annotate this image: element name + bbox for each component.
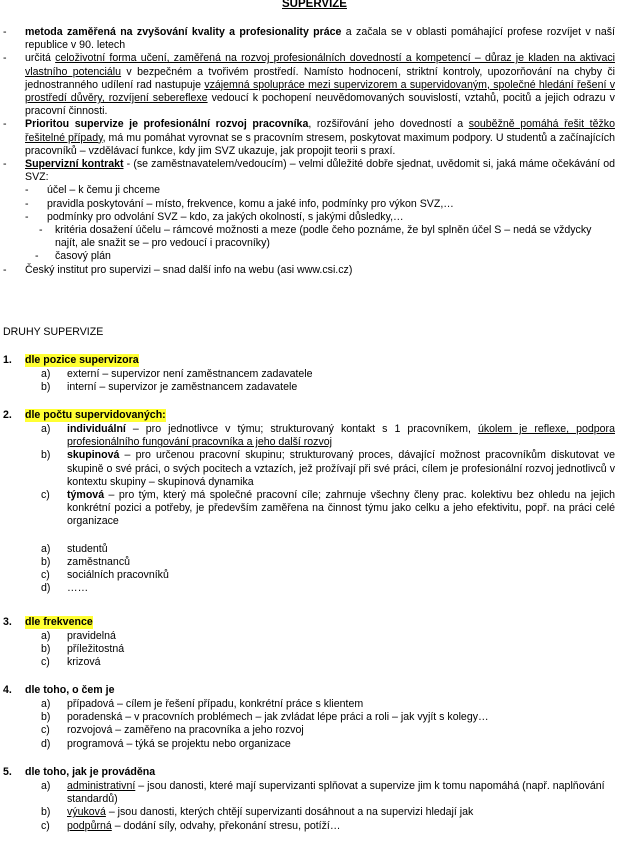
underlined-text: vzájemná spolupráce mezi supervizorem a supervidovaným, společné hledání řešení v prostředí důvěry, rozvíjení sebereflexe [25, 78, 616, 105]
list-item: c) týmová – pro tým, který má společné pracovní cíle; zahrnuje všechny členy prac. kolektivu bez ohledu na jejich konkrétní pozici a potřeby, je především zaměřena na činnost týmu jako celku a jeho efektivitu, popř. na práci celé organizace [41, 489, 615, 528]
intro-item: - určitá celoživotní forma učení, zaměřená na rozvoj profesionálních dovedností a kompetencí – důraz je kladen na aktivaci vlastního potenciálu v bezpečném a tvořivém prostředí. Namísto hodnocení, striktní kontroly, upozorňování na chyby či jednostranného udílení rad nastupuje vzájemná spolupráce mezi supervizorem a supervidovaným, společné hledání řešení v prostředí důvěry, rozvíjení sebereflexe vedoucí k pochopení neuvědomovaných souvislostí, vztahů, pocitů a jejich odrazu v pracovní činnosti. [3, 52, 616, 118]
bold-text: Prioritou supervize je profesionální rozvoj pracovníka [25, 118, 309, 131]
list-item: c) podpůrná – dodání síly, odvahy, překonání stresu, potíží… [41, 819, 341, 832]
intro-item: - Český institut pro supervizi – snad další info na webu (asi www.csi.cz) [3, 263, 353, 276]
section-title: dle toho, jak je prováděna [25, 766, 156, 778]
list-item: a) administrativní – jsou danosti, které mají supervizanti splňovat a supervize jim k tomu napomáhá (např. naplňování standardů) [41, 780, 605, 806]
list-item: d) …… [41, 582, 89, 595]
list-item: a) externí – supervizor není zaměstnancem zadavatele [41, 368, 313, 380]
list-item: b) zaměstnanců [41, 555, 131, 568]
document-title: SUPERVIZE [282, 0, 347, 10]
underlined-text: souběžně pomáhá řešit těžko řešitelné případy [25, 118, 615, 144]
section-number: 1. [3, 354, 12, 366]
section-3 [3, 616, 615, 670]
list-item: a) případová – cílem je řešení případu, konkrétní práce s klientem [41, 698, 364, 710]
text: určitá [25, 52, 56, 65]
section-number: 5. [3, 766, 12, 778]
sub-sub-item: - kritéria dosažení účelu – rámcové možnosti a meze (podle čeho poznáme, že byl splněn účel S – nedá se vždycky najít, ale snažit se – pro vedoucí i pracovníky) [39, 224, 592, 250]
section-5 [3, 766, 615, 833]
list-item: b) poradenská – v pracovních problémech – jak zvládat lépe práci a roli – jak vyjít s kolegy… [41, 711, 489, 724]
bold-underlined-text: Supervizní kontrakt [25, 158, 124, 171]
list-item: b) interní – supervizor je zaměstnancem zadavatele [41, 381, 298, 394]
sub-item: - účel – k čemu ji chceme [25, 184, 161, 197]
list-item: b) skupinová – pro určenou pracovní skupinu; strukturovaný proces, dávající možnost pracovníkům diskutovat ve skupině o své práci, o svých pocitech a vztazích, jež prožívají při své práci, cílem je profesionální rozvoj jednotlivců v kontextu skupiny – skupinová dynamika [41, 449, 615, 488]
section-4 [3, 684, 615, 751]
list-item: c) sociálních pracovníků [41, 569, 169, 582]
text: a začala se v oblasti pomáhající profese rozvíjet v naší republice v 90. letech [25, 26, 615, 52]
intro-item: - Supervizní kontrakt - (se zaměstnavatelem/vedoucím) – velmi důležité dobře sjednat, uvědomit si, jaká máme očekávání od SVZ: [3, 158, 615, 184]
section-number: 4. [3, 684, 12, 696]
list-item: d) programová – týká se projektu nebo organizace [41, 737, 291, 750]
text: vedoucí k pochopení neuvědomovaných souvislostí, vztahů, pocitů a jejich odrazu v pracovní činnosti. [25, 92, 615, 118]
section-heading: DRUHY SUPERVIZE [3, 326, 104, 338]
text: v bezpečném a tvořivém prostředí. Namísto hodnocení, striktní kontroly, upozorňování na chyby či jednostranného udílení rad nastupuje [25, 65, 615, 91]
section-number: 2. [3, 409, 12, 421]
section-title: dle frekvence [25, 616, 93, 628]
list-item: a) pravidelná [41, 630, 116, 642]
underlined-text: celoživotní forma učení, zaměřená na rozvoj profesionálních dovedností a kompetencí – důraz je kladen na aktivaci vlastního potenciálu [25, 52, 615, 78]
section-title: dle toho, o čem je [25, 684, 115, 696]
sub-item: - podmínky pro odvolání SVZ – kdo, za jakých okolností, s jakými důsledky,… [25, 210, 404, 223]
bold-text: metoda zaměřená na zvyšování kvality a profesionality práce [25, 26, 342, 38]
list-item: c) rozvojová – zaměřeno na pracovníka a jeho rozvoj [41, 724, 304, 737]
text: , má mu pomáhat vyrovnat se s pracovním stresem, poskytovat maximum podpory. U studentů a začínajících pracovníků – vzdělávací funkce, kdy jim SVZ ukazuje, jak propojit teorii s praxí. [25, 131, 615, 157]
intro-item: - Prioritou supervize je profesionální rozvoj pracovníka, rozšiřování jeho dovedností a souběžně pomáhá řešit těžko řešitelné případy, má mu pomáhat vyrovnat se s pracovním stresem, poskytovat maximum podpory. U studentů a začínajících pracovníků – vzdělávací funkce, kdy jim SVZ ukazuje, jak propojit teorii s praxí. [3, 118, 615, 157]
intro-list [3, 26, 615, 277]
list-item: b) výuková – jsou danosti, kterých chtějí supervizanti dosáhnout a na supervizi hledají jak [41, 806, 474, 819]
text: - (se zaměstnavatelem/vedoucím) – velmi důležité dobře sjednat, uvědomit si, jaká máme očekávání od SVZ: [25, 158, 615, 184]
section-title: dle počtu supervidovaných: [25, 409, 166, 421]
section-title: dle pozice supervizora [25, 354, 139, 366]
list-item: a) studentů [41, 542, 108, 555]
sub-item: - časový plán [35, 250, 111, 263]
list-item: a) individuální – pro jednotlivce v týmu; strukturovaný kontakt s 1 pracovníkem, úkolem je reflexe, podpora profesionálního fungování pracovníka a jeho další rozvoj [41, 423, 615, 449]
section-1 [3, 354, 615, 394]
text: , rozšiřování jeho dovedností a [308, 118, 469, 131]
section-number: 3. [3, 616, 12, 628]
list-item: c) krizová [41, 656, 101, 669]
intro-item: - metoda zaměřená na zvyšování kvality a profesionality práce a začala se v oblasti pomáhající profese rozvíjet v naší republice v 90. letech [3, 26, 615, 52]
section-2 [3, 409, 615, 595]
sub-item: - pravidla poskytování – místo, frekvence, komu a jaké info, podmínky pro výkon SVZ,… [25, 197, 454, 210]
list-item: b) příležitostná [41, 643, 125, 656]
